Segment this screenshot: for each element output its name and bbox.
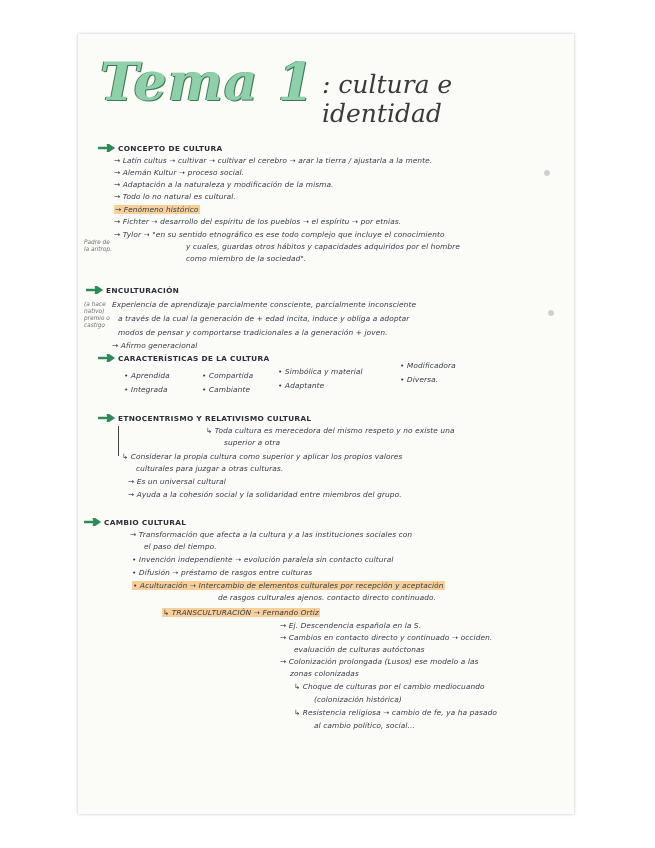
margin-note-tylor: Padre de la antrop. [84, 240, 112, 253]
note-line: → Colonización prolongada (Lusos) ese modelo a las [280, 657, 479, 666]
green-arrow-icon [98, 354, 116, 362]
list-item: • Integrada [124, 385, 168, 394]
note-line: → Todo lo no natural es cultural. [114, 192, 236, 201]
note-line: de rasgos culturales ajenos. contacto directo continuado. [218, 593, 437, 602]
ink-smudge [548, 310, 554, 316]
title-subtitle: : cultura e identidad [322, 70, 453, 128]
note-line-highlighted [132, 581, 445, 590]
note-line: → Tylor ➝ "en su sentido etnográfico es ese todo complejo que incluye el conocimiento [114, 230, 445, 239]
note-line: → Latín cultus ➝ cultivar ➝ cultivar el cerebro ➝ arar la tierra / ajustarla a la mente. [114, 156, 433, 165]
note-line: → Ej. Descendencia española en la S. [280, 621, 422, 630]
green-arrow-icon [84, 518, 102, 526]
note-line: como miembro de la sociedad". [186, 254, 307, 263]
note-line: Experiencia de aprendizaje parcialmente consciente, parcialmente inconsciente [112, 300, 417, 309]
note-line: culturales para juzgar a otras culturas. [136, 464, 284, 473]
section-heading-enculturacion: ENCULTURACIÓN [106, 286, 180, 295]
note-line: ↳ Resistencia religiosa ➝ cambio de fe, ya ha pasado [294, 708, 498, 717]
highlight-transculturacion: ↳ TRANSCULTURACIÓN ➝ Fernando Ortiz [163, 608, 319, 617]
green-arrow-icon [98, 144, 116, 152]
note-line-highlighted [114, 205, 200, 214]
note-line: → Transformación que afecta a la cultura y a las instituciones sociales con [130, 530, 413, 539]
section-heading-caracteristicas: CARACTERÍSTICAS DE LA CULTURA [118, 354, 270, 363]
note-line-highlighted [162, 608, 320, 617]
note-line: superior a otra [224, 438, 281, 447]
margin-note-enculturacion: (a hace nativo) premio o castigo [84, 302, 110, 329]
section-heading-etnocentrismo: ETNOCENTRISMO Y RELATIVISMO CULTURAL [118, 414, 312, 423]
list-item: • Adaptante [278, 381, 325, 390]
note-line: → Fichter ➝ desarrollo del espíritu de los pueblos ➝ el espíritu ➝ por etnias. [114, 217, 402, 226]
note-line: • Difusión ➝ préstamo de rasgos entre culturas [132, 568, 313, 577]
note-line: a través de la cual la generación de + edad incita, induce y obliga a adoptar [118, 314, 410, 323]
section-heading-concepto: CONCEPTO DE CULTURA [118, 144, 223, 153]
note-line: ↳ Toda cultura es merecedora del mismo respeto y no existe una [206, 426, 455, 435]
bracket-line [118, 426, 119, 456]
note-line: → Alemán Kultur ➝ proceso social. [114, 168, 245, 177]
ink-smudge [544, 170, 550, 176]
list-item: • Modificadora [400, 361, 456, 370]
note-line: → Es un universal cultural [128, 477, 226, 486]
notebook-page [78, 34, 574, 814]
section-heading-cambio: CAMBIO CULTURAL [104, 518, 187, 527]
note-line: ↳ Choque de culturas por el cambio mediocuando [294, 682, 485, 691]
note-line: (colonización histórica) [314, 695, 402, 704]
note-line: → Afirmo generacional [112, 341, 198, 350]
note-line: → Adaptación a la naturaleza y modificación de la misma. [114, 180, 334, 189]
note-line: → Ayuda a la cohesión social y la solidaridad entre miembros del grupo. [128, 490, 402, 499]
list-item: • Diversa. [400, 375, 439, 384]
title-main: Tema 1 [100, 52, 315, 113]
note-line: evaluación de culturas autóctonas [294, 645, 425, 654]
highlight-aculturacion: • Aculturación ➝ Intercambio de elementos culturales por recepción y aceptación [133, 581, 444, 590]
note-line: • Invención independiente ➝ evolución paralela sin contacto cultural [132, 555, 394, 564]
note-line: el paso del tiempo. [144, 542, 217, 551]
list-item: • Cambiante [202, 385, 251, 394]
green-arrow-icon [98, 414, 116, 422]
page-title [100, 52, 570, 128]
list-item: • Aprendida [124, 371, 170, 380]
note-line: al cambio político, social... [314, 721, 415, 730]
list-item: • Compartida [202, 371, 254, 380]
note-line: y cuales, guardas otros hábitos y capacidades adquiridos por el hombre [186, 242, 460, 251]
note-line: ↳ Considerar la propia cultura como superior y aplicar los propios valores [122, 452, 403, 461]
note-line: zonas colonizadas [290, 669, 359, 678]
highlight-fenomeno: → Fenómeno histórico [115, 205, 199, 214]
note-line: modos de pensar y comportarse tradicionales a la generación + joven. [118, 328, 388, 337]
list-item: • Simbólica y material [278, 367, 363, 376]
green-arrow-icon [86, 286, 104, 294]
note-line: → Cambios en contacto directo y continuado ➝ occiden. [280, 633, 493, 642]
